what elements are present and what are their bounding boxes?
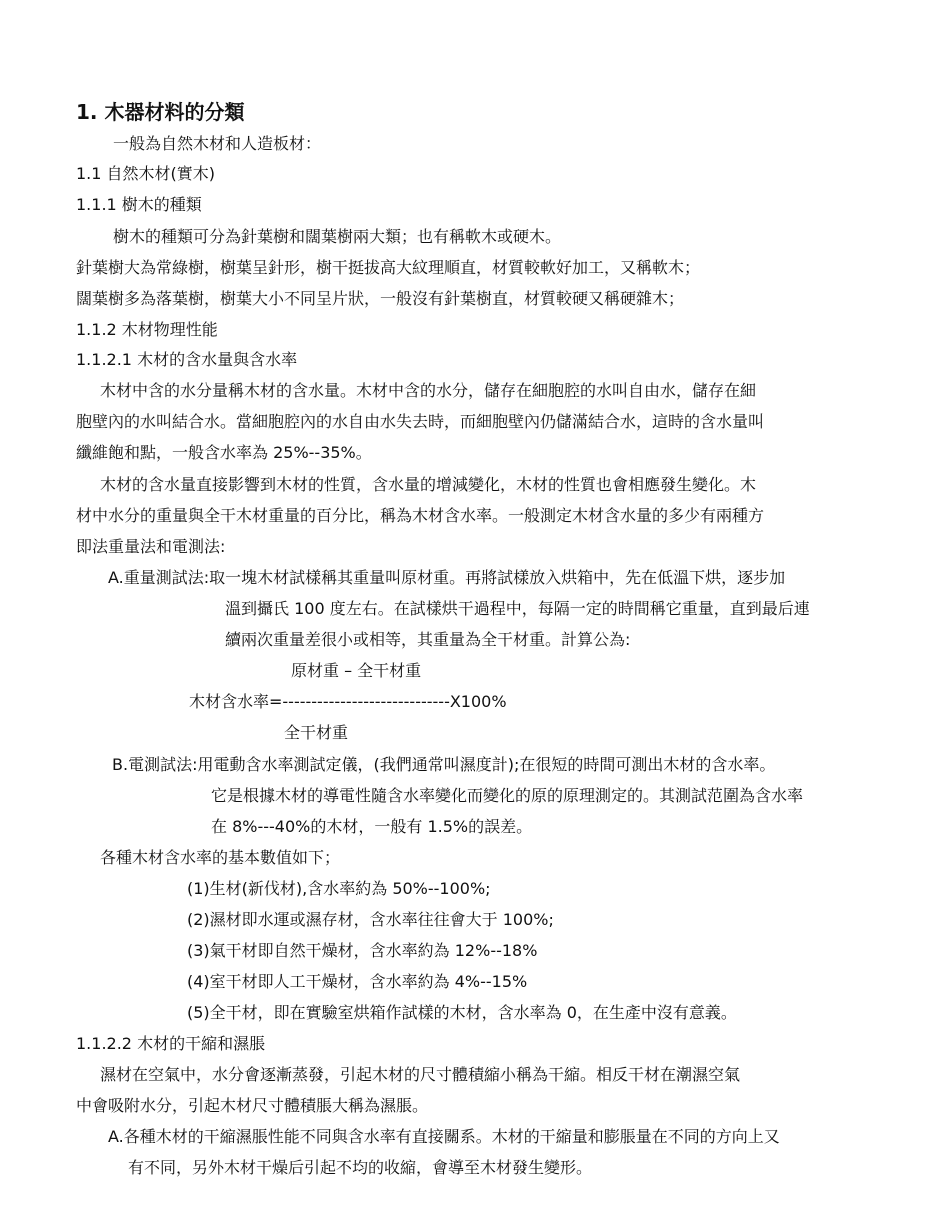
paragraph-line: 針葉樹大為常綠樹，樹葉呈針形，樹干挺拔高大紋理順直，材質較軟好加工，又稱軟木；	[76, 258, 701, 277]
intro-line: 一般為自然木材和人造板材：	[113, 134, 322, 153]
paragraph-line: 纖維飽和點，一般含水率為 25%--35%。	[76, 443, 372, 462]
paragraph-line: 胞壁內的水叫結合水。當細胞腔內的水自由水失去時，而細胞壁內仍儲滿結合水，這時的含水量叫	[76, 412, 765, 431]
method-b-line: 在 8%---40%的木材，一般有 1.5%的誤差。	[211, 817, 533, 836]
method-a-line: A.重量測試法:取一塊木材試樣稱其重量叫原材重。再將試樣放入烘箱中，先在低溫下烘，逐步加	[108, 568, 786, 587]
list-item: (2)濕材即水運或濕存材，含水率往往會大于 100%;	[187, 910, 554, 929]
paragraph-line: 濕材在空氣中，水分會逐漸蒸發，引起木材的尺寸體積縮小稱為干縮。相反干材在潮濕空氣	[100, 1065, 741, 1084]
formula-numerator: 原材重 – 全干材重	[291, 661, 422, 680]
point-a-line: 有不同，另外木材干燥后引起不均的收縮，會導至木材發生變形。	[128, 1158, 593, 1177]
formula-denominator: 全干材重	[284, 723, 349, 742]
paragraph-line: 樹木的種類可分為針葉樹和闊葉樹兩大類；也有稱軟木或硬木。	[113, 227, 562, 246]
list-item: (1)生材(新伐材),含水率約為 50%--100%;	[187, 879, 491, 898]
heading-1-1-2: 1.1.2 木材物理性能	[76, 320, 218, 339]
heading-1-1: 1.1 自然木材(實木)	[76, 164, 216, 183]
paragraph-line: 闊葉樹多為落葉樹，樹葉大小不同呈片狀，一般沒有針葉樹直，材質較硬又稱硬雜木；	[76, 289, 685, 308]
list-intro: 各種木材含水率的基本數值如下；	[100, 848, 341, 867]
heading-1-1-1: 1.1.1 樹木的種類	[76, 195, 202, 214]
method-a-line: 續兩次重量差很小或相等，其重量為全干材重。計算公為:	[225, 630, 631, 649]
paragraph-line: 中會吸附水分，引起木材尺寸體積脹大稱為濕脹。	[76, 1096, 429, 1115]
formula-main: 木材含水率=-----------------------------X100%	[189, 692, 507, 711]
paragraph-line: 木材的含水量直接影響到木材的性質，含水量的增減變化，木材的性質也會相應發生變化。木	[100, 475, 757, 494]
list-item: (4)室干材即人工干燥材，含水率約為 4%--15%	[187, 972, 528, 991]
method-b-line: 它是根據木材的導電性隨含水率變化而變化的原的原理測定的。其測試范圍為含水率	[211, 786, 804, 805]
list-item: (3)氣干材即自然干燥材，含水率約為 12%--18%	[187, 941, 538, 960]
heading-1-1-2-2: 1.1.2.2 木材的干縮和濕脹	[76, 1034, 266, 1053]
section-title: 1. 木器材料的分類	[76, 100, 245, 124]
point-a-line: A.各種木材的干縮濕脹性能不同與含水率有直接關系。木材的干縮量和膨脹量在不同的方向上又	[108, 1127, 780, 1146]
paragraph-line: 木材中含的水分量稱木材的含水量。木材中含的水分，儲存在細胞腔的水叫自由水，儲存在細	[100, 381, 757, 400]
list-item: (5)全干材，即在實驗室烘箱作試樣的木材，含水率為 0，在生產中沒有意義。	[187, 1003, 737, 1022]
method-a-line: 溫到攝氏 100 度左右。在試樣烘干過程中，每隔一定的時間稱它重量，直到最后連	[225, 599, 810, 618]
heading-1-1-2-1: 1.1.2.1 木材的含水量與含水率	[76, 350, 298, 369]
paragraph-line: 即法重量法和電測法:	[76, 537, 226, 556]
paragraph-line: 材中水分的重量與全干木材重量的百分比，稱為木材含水率。一般測定木材含水量的多少有兩種方	[76, 506, 765, 525]
method-b-line: B.電測試法:用電動含水率測試定儀，(我們通常叫濕度計);在很短的時間可測出木材的含水率。	[112, 755, 776, 774]
